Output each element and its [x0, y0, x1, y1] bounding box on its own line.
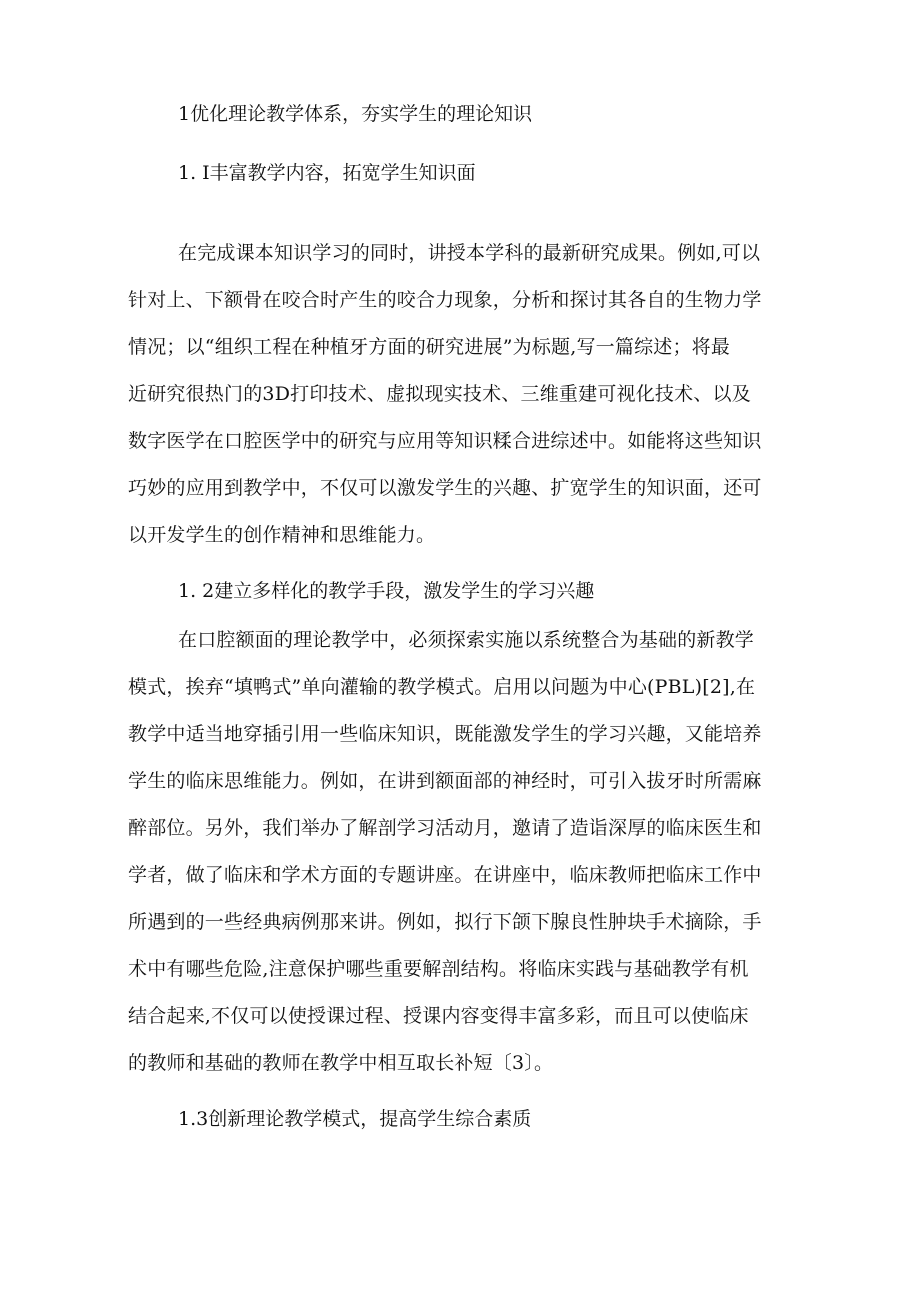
- subsection-heading-1-1: 1. I丰富教学内容，拓宽学生知识面: [178, 162, 476, 184]
- paragraph-line: 结合起来,不仅可以使授课过程、授课内容变得丰富多彩，而且可以使临床: [128, 1005, 749, 1027]
- paragraph-line: 所遇到的一些经典病例那来讲。例如，拟行下颌下腺良性肿块手术摘除，手: [128, 911, 762, 933]
- paragraph-line: 醉部位。另外，我们举办了解剖学习活动月，邀请了造诣深厚的临床医生和: [128, 817, 762, 839]
- paragraph-line: 术中有哪些危险,注意保护哪些重要解剖结构。将临床实践与基础教学有机: [128, 958, 749, 980]
- section-heading-1: 1优化理论教学体系，夯实学生的理论知识: [178, 103, 533, 125]
- paragraph-line: 学生的临床思维能力。例如，在讲到额面部的神经时，可引入拔牙时所需麻: [128, 770, 762, 792]
- paragraph-line: 情况；以“组织工程在种植牙方面的研究进展”为标题,写一篇综述；将最: [128, 336, 731, 358]
- paragraph-line: 学者，做了临床和学术方面的专题讲座。在讲座中，临床教师把临床工作中: [128, 864, 762, 886]
- subsection-heading-1-2: 1. 2建立多样化的教学手段，激发学生的学习兴趣: [178, 580, 595, 602]
- paragraph-line: 在完成课本知识学习的同时，讲授本学科的最新研究成果。例如,可以: [178, 242, 761, 264]
- paragraph-line: 近研究很热门的3D打印技术、虚拟现实技术、三维重建可视化技术、以及: [128, 383, 751, 405]
- subsection-heading-1-3: 1.3创新理论教学模式，提高学生综合素质: [178, 1108, 532, 1130]
- paragraph-line: 模式，挨弃“填鸭式”单向灌输的教学模式。启用以问题为中心(PBL)[2],在: [128, 676, 756, 698]
- paragraph-line: 教学中适当地穿插引用一些临床知识，既能激发学生的学习兴趣，又能培养: [128, 723, 762, 745]
- paragraph-line: 以开发学生的创作精神和思维能力。: [128, 524, 436, 546]
- paragraph-line: 的教师和基础的教师在教学中相互取长补短〔3〕。: [128, 1052, 554, 1074]
- paragraph-line: 巧妙的应用到教学中，不仅可以激发学生的兴趣、扩宽学生的知识面，还可: [128, 477, 762, 499]
- paragraph-line: 针对上、下额骨在咬合时产生的咬合力现象，分析和探讨其各自的生物力学: [128, 289, 762, 311]
- paragraph-line: 数字医学在口腔医学中的研究与应用等知识糅合进综述中。如能将这些知识: [128, 430, 762, 452]
- paragraph-line: 在口腔额面的理论教学中，必须探索实施以系统整合为基础的新教学: [178, 629, 755, 651]
